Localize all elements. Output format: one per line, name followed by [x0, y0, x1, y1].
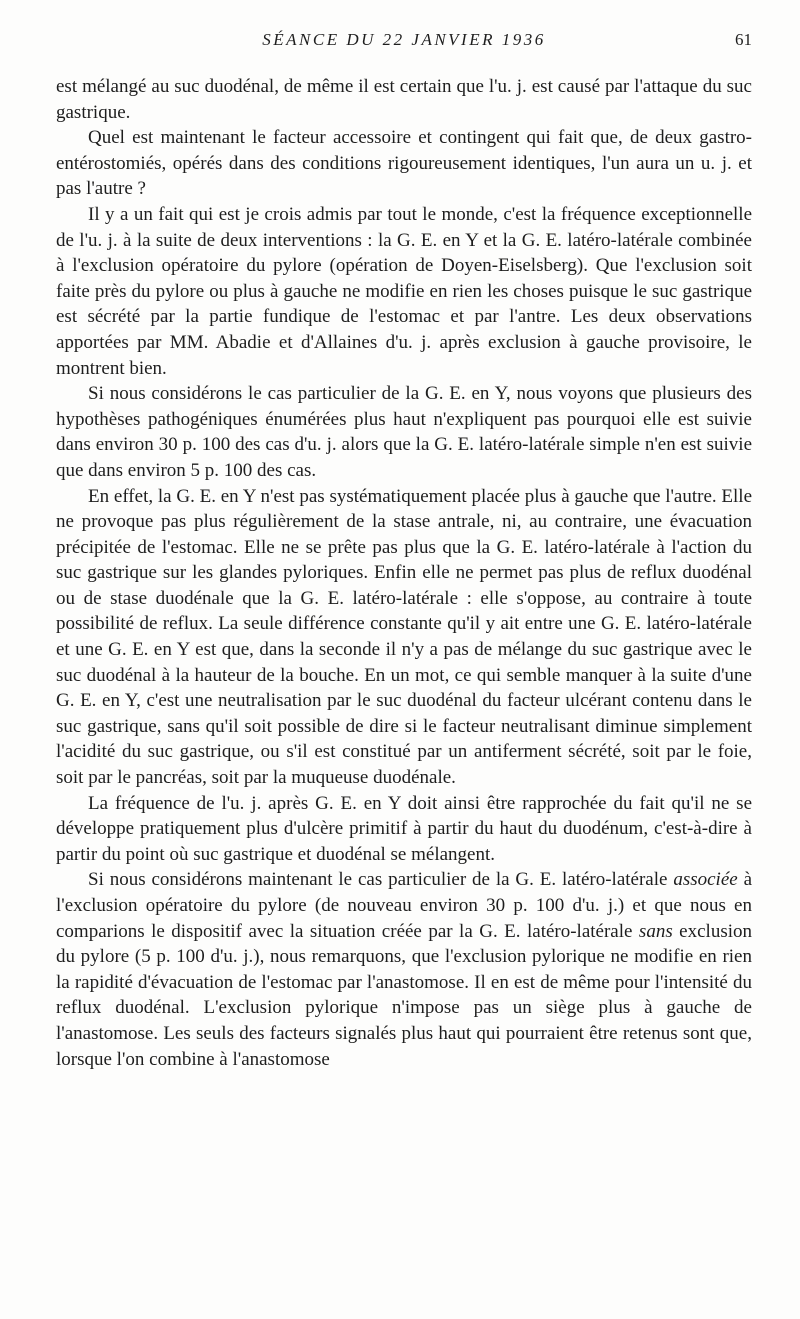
- paragraph-3: [56, 202, 752, 381]
- body-text: [56, 74, 752, 1072]
- paragraph-6: [56, 791, 752, 868]
- running-title: SÉANCE DU 22 JANVIER 1936: [262, 30, 546, 49]
- page-number: 61: [735, 30, 752, 49]
- paragraph-text: Si nous considérons le cas particulier de la G. E. en Y, nous voyons que plusieurs des hypothèses pathogéniques énumérées plus haut n'expliquent pas pourquoi elle est suivie dans environ 30 p. 100 des cas d'u. j. alors que la G. E. latéro-latérale simple n'en est suivie que dans environ 5 p. 100 des cas.: [56, 383, 752, 481]
- paragraph-5: [56, 484, 752, 791]
- paragraph-text: Il y a un fait qui est je crois admis par tout le monde, c'est la fréquence exceptionnelle de l'u. j. à la suite de deux interventions : la G. E. en Y et la G. E. latéro-latérale combinée à l'exclusion opératoire du pylore (opération de Doyen-Eiselsberg). Que l'exclusion soit faite près du pylore ou plus à gauche ne modifie en rien les choses puisque le suc gastrique est sécrété par la partie fundique de l'estomac et par l'antre. Les deux observations apportées par MM. Abadie et d'Allaines d'u. j. après exclusion à gauche provisoire, le montrent bien.: [56, 203, 752, 379]
- paragraph-4: [56, 381, 752, 483]
- paragraph-text: Quel est maintenant le facteur accessoire et contingent qui fait que, de deux gastro-entérostomiés, opérés dans des conditions rigoureusement identiques, l'un aura un u. j. et pas l'autre ?: [56, 127, 752, 200]
- paragraph-1: [56, 74, 752, 125]
- paragraph-text: La fréquence de l'u. j. après G. E. en Y doit ainsi être rapprochée du fait qu'il ne se développe pratiquement plus d'ulcère primitif à partir du haut du duodénum, c'est-à-dire à partir du point où suc gastrique et duodénal se mélangent.: [56, 792, 752, 865]
- paragraph-text: exclusion du pylore (5 p. 100 d'u. j.), nous remarquons, que l'exclusion pylorique ne modifie en rien la rapidité d'évacuation de l'estomac par l'anastomose. Il en est de même pour l'intensité du reflux duodénal. L'exclusion pylorique n'impose pas un siège plus à gauche de l'anastomose. Les seuls des facteurs signalés plus haut qui pourraient être retenus sont que, lorsque l'on combine à l'anastomose: [56, 920, 752, 1070]
- paragraph-text: Si nous considérons maintenant le cas particulier de la G. E. latéro-latérale: [88, 869, 674, 891]
- running-head: [56, 30, 752, 54]
- paragraph-text: à l'exclusion opératoire du pylore (de nouveau environ 30 p. 100 d'u. j.) et que nous en comparions le dispositif avec la situation créée par la G. E. latéro-latérale: [56, 869, 753, 942]
- paragraph-text: En effet, la G. E. en Y n'est pas systématiquement placée plus à gauche que l'autre. Elle ne provoque pas plus régulièrement de la stase antrale, ni, au contraire, une évacuation précipitée de l'estomac. Elle ne se prête pas plus que la G. E. latéro-latérale à l'action du suc gastrique sur les glandes pyloriques. Enfin elle ne permet pas plus de reflux duodénal ou de stase duodénale que la G. E. latéro-latérale : elle s'oppose, au contraire à toute possibilité de reflux. La seule différence constante qu'il y ait entre une G. E. latéro-latérale et une G. E. en Y est que, dans la seconde il n'y a pas de mélange du suc gastrique avec le suc duodénal à la hauteur de la bouche. En un mot, ce qui semble manquer à la suite d'une G. E. en Y, c'est une neutralisation par le suc duodénal du facteur ulcérant contenu dans le suc gastrique, sans qu'il soit possible de dire si le facteur neutralisant diminue simplement l'acidité du suc gastrique, ou s'il est constitué par un antiferment sécrété, soit par le foie, soit par le pancréas, soit par la muqueuse duodénale.: [56, 485, 752, 789]
- paragraph-7: [56, 867, 752, 1072]
- paragraph-text: est mélangé au suc duodénal, de même il est certain que l'u. j. est causé par l'attaque du suc gastrique.: [56, 76, 752, 123]
- italic-term-associee: associée: [673, 869, 738, 891]
- italic-term-sans: sans: [638, 920, 673, 942]
- paragraph-2: [56, 125, 752, 202]
